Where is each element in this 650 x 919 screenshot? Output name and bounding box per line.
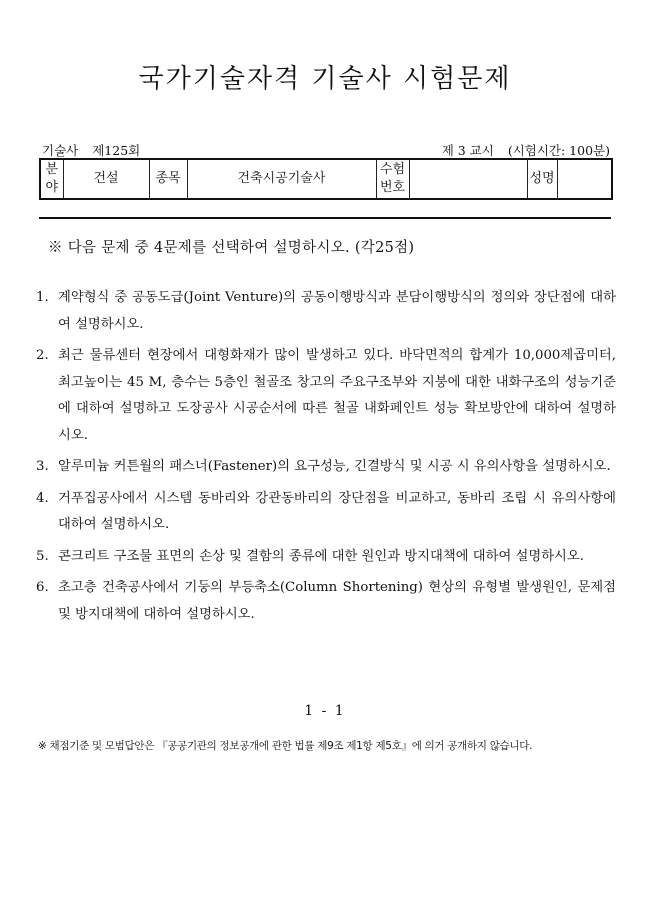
question-list — [36, 285, 616, 633]
page-number: 1 - 1 — [304, 703, 346, 719]
question-text: 최근 물류센터 현장에서 대형화재가 많이 발생하고 있다. 바닥면적의 합계가 10,000제곱미터, 최고높이는 45 M, 층수는 5층인 철골조 창고의 주요구조부와 지붕에 대한 내화구조의 성능기준에 대하여 설명하고 도장공사 시공순서에 따른 철골 내화페인트 성능 확보방안에 대하여 설명하시오. — [58, 348, 616, 443]
question-item — [36, 486, 616, 539]
exam-meta-left — [42, 141, 150, 159]
question-item — [36, 343, 616, 449]
exam-session: 제125회 — [92, 143, 141, 158]
exam-info-table — [39, 158, 613, 200]
question-text: 알루미늄 커튼월의 패스너(Fastener)의 요구성능, 긴결방식 및 시공 시 유의사항을 설명하시오. — [58, 459, 611, 474]
field-value: 건설 — [63, 159, 149, 199]
instruction: ※ 다음 문제 중 4문제를 선택하여 설명하시오. (각25점) — [48, 240, 415, 256]
category-label: 종목 — [149, 159, 187, 199]
exam-number-label: 수험번호 — [376, 159, 409, 199]
question-number: 2. — [36, 348, 49, 363]
header-divider — [39, 217, 611, 219]
exam-number-field[interactable] — [409, 159, 527, 199]
question-item — [36, 454, 616, 481]
question-number: 1. — [36, 290, 49, 305]
exam-period: 제 3 교시 — [441, 143, 494, 158]
question-item — [36, 575, 616, 628]
question-number: 3. — [36, 459, 49, 474]
question-number: 5. — [36, 548, 49, 564]
question-text: 거푸집공사에서 시스템 동바리와 강관동바리의 장단점을 비교하고, 동바리 조립 시 유의사항에 대하여 설명하시오. — [58, 490, 616, 532]
question-text: 초고층 건축공사에서 기둥의 부등축소(Column Shortening) 현상의 유형별 발생원인, 문제점 및 방지대책에 대하여 설명하시오. — [58, 580, 616, 622]
question-number: 4. — [36, 490, 49, 506]
question-text: 계약형식 중 공동도급(Joint Venture)의 공동이행방식과 분담이행방식의 정의와 장단점에 대하여 설명하시오. — [58, 290, 616, 332]
question-item — [36, 544, 616, 571]
name-field[interactable] — [557, 159, 612, 199]
disclosure-footnote: ※ 채점기준 및 모범답안은 『공공기관의 정보공개에 관한 법률 제9조 제1항 제5호』에 의거 공개하지 않습니다. — [38, 740, 533, 752]
field-label: 분야 — [40, 159, 63, 199]
document-title: 국가기술자격 기술사 시험문제 — [138, 64, 512, 94]
exam-type: 기술사 — [42, 143, 79, 158]
exam-info-row — [40, 159, 612, 199]
question-number: 6. — [36, 580, 49, 595]
exam-duration: (시험시간: 100분) — [507, 143, 610, 158]
exam-meta-right — [442, 141, 610, 159]
category-value: 건축시공기술사 — [187, 159, 376, 199]
name-label: 성명 — [527, 159, 557, 199]
question-item — [36, 285, 616, 338]
question-text: 콘크리트 구조물 표면의 손상 및 결함의 종류에 대한 원인과 방지대책에 대하여 설명하시오. — [58, 548, 584, 564]
